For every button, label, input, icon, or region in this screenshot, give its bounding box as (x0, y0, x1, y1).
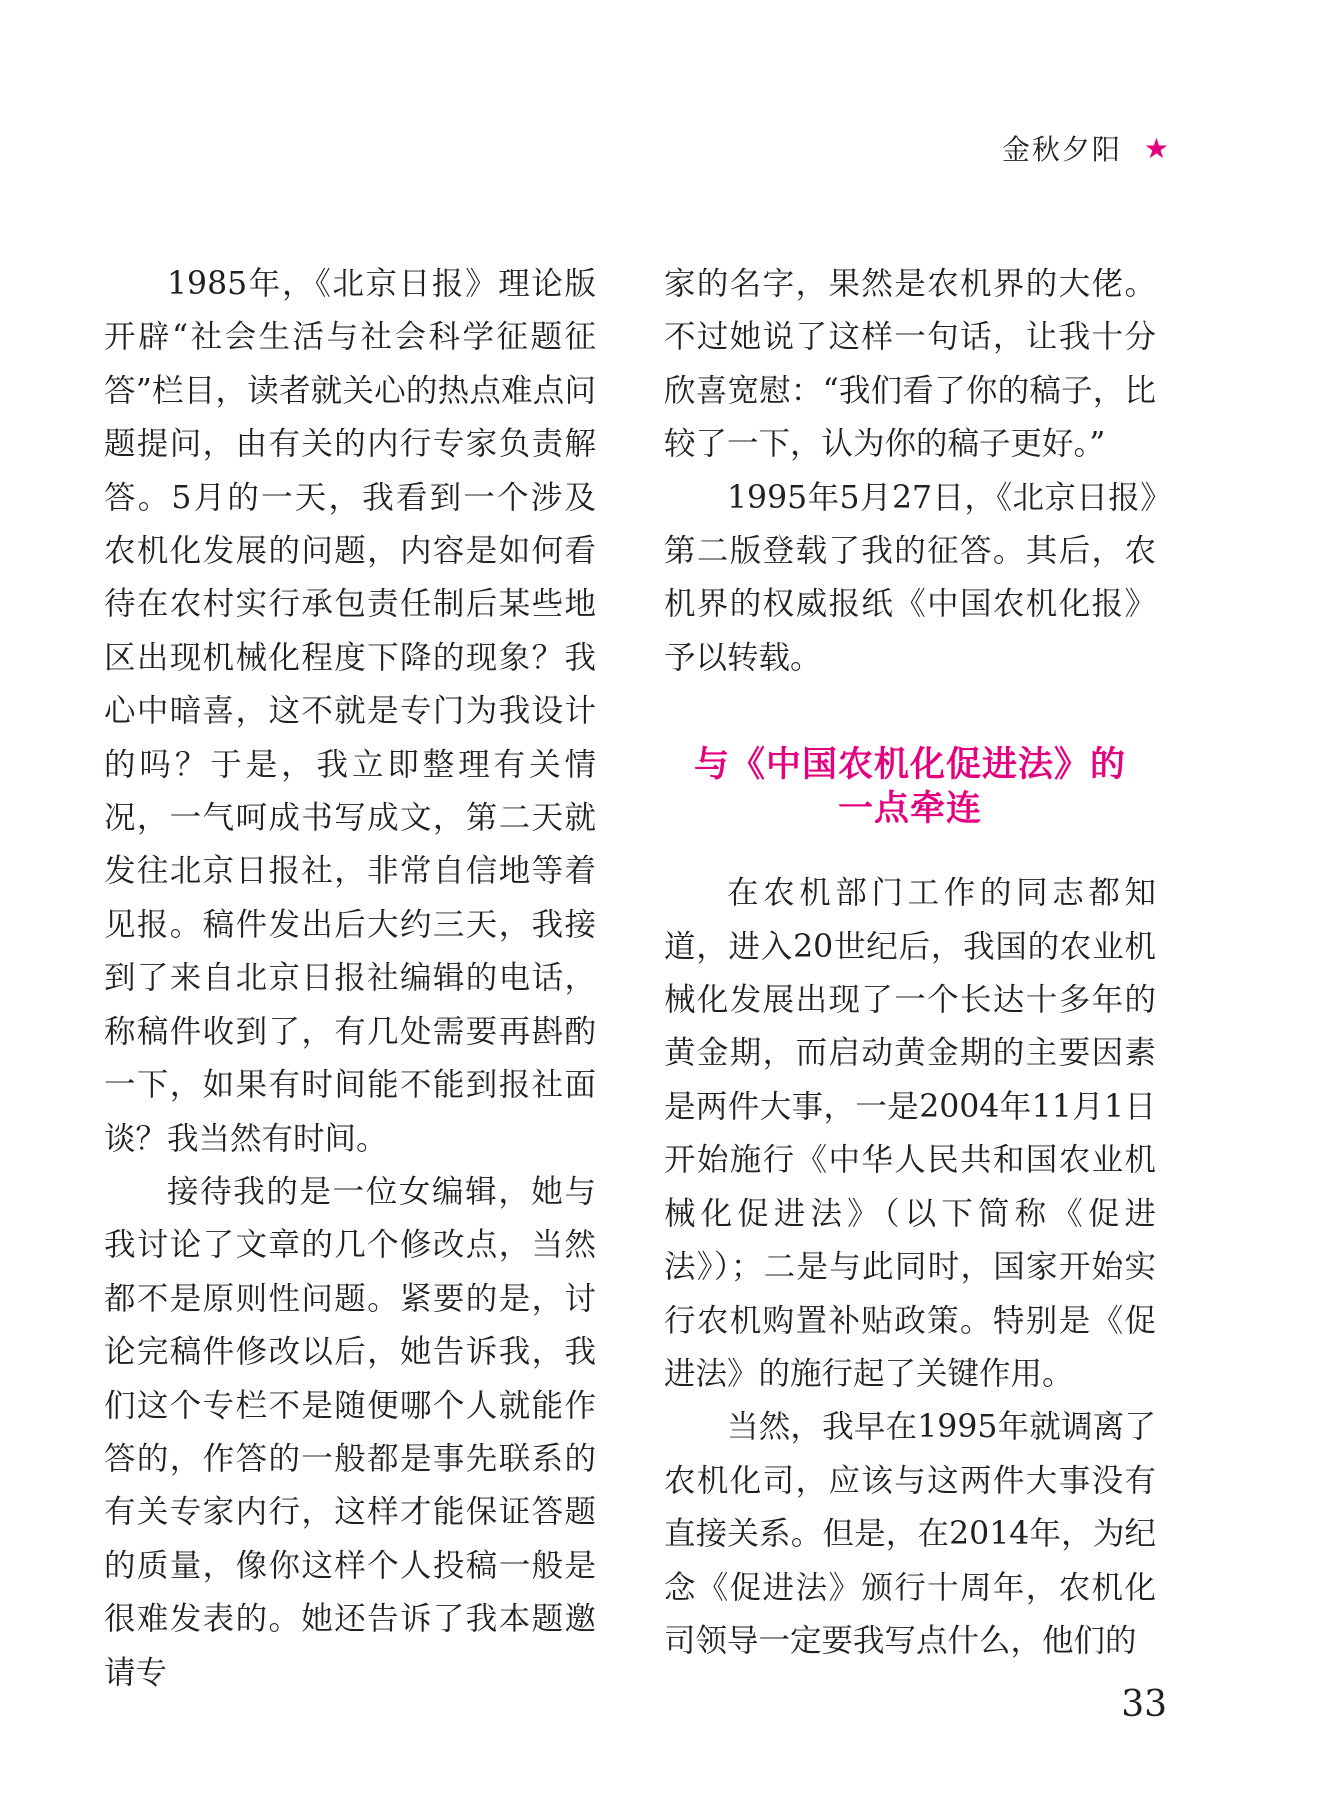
paragraph: 接待我的是一位女编辑，她与我讨论了文章的几个修改点，当然都不是原则性问题。紧要的是，讨论完稿件修改以后，她告诉我，我们这个专栏不是随便哪个人就能作答的，作答的一般都是事先联系的有关专家内行，这样才能保证答题的质量，像你这样个人投稿一般是很难发表的。她还告诉了我本题邀请专 (104, 1173, 596, 1691)
star-icon: ★ (1143, 131, 1171, 165)
paragraph: 1985年，《北京日报》理论版开辟“社会生活与社会科学征题征答”栏目，读者就关心的热点难点问题提问，由有关的内行专家负责解答。5月的一天，我看到一个涉及农机化发展的问题，内容是如何看待在农村实行承包责任制后某些地区出现机械化程度下降的现象？我心中暗喜，这不就是专门为我设计的吗？于是，我立即整理有关情况，一气呵成书写成文，第二天就发往北京日报社，非常自信地等着见报。稿件发出后大约三天，我接到了来自北京日报社编辑的电话，称稿件收到了，有几处需要再斟酌一下，如果有时间能不能到报社面谈？我当然有时间。 (104, 266, 596, 1157)
section-title-line-2: 一点牵连 (837, 789, 982, 830)
section-title-line-1: 与《中国农机化促进法》的 (693, 745, 1126, 786)
page-number: 33 (1121, 1684, 1167, 1725)
right-column (664, 258, 1156, 1668)
running-header (1002, 128, 1171, 168)
paragraph: 当然，我早在1995年就调离了农机化司，应该与这两件大事没有直接关系。但是，在2014年，为纪念《促进法》颁行十周年，农机化司领导一定要我写点什么，他们的 (664, 1409, 1156, 1659)
left-column (104, 258, 596, 1700)
paragraph-continuation: 家的名字，果然是农机界的大佬。不过她说了这样一句话，让我十分欣喜宽慰：“我们看了你的稿子，比较了一下，认为你的稿子更好。” (664, 266, 1156, 463)
section-title (664, 743, 1156, 831)
paragraph: 1995年5月27日，《北京日报》第二版登载了我的征答。其后，农机界的权威报纸《中国农机化报》予以转载。 (664, 479, 1156, 676)
section-name: 金秋夕阳 (1001, 133, 1122, 166)
paragraph: 在农机部门工作的同志都知道，进入20世纪后，我国的农业机械化发展出现了一个长达十多年的黄金期，而启动黄金期的主要因素是两件大事，一是2004年11月1日开始施行《中华人民共和国农业机械化促进法》（以下简称《促进法》）；二是与此同时，国家开始实行农机购置补贴政策。特别是《促进法》的施行起了关键作用。 (664, 875, 1156, 1392)
